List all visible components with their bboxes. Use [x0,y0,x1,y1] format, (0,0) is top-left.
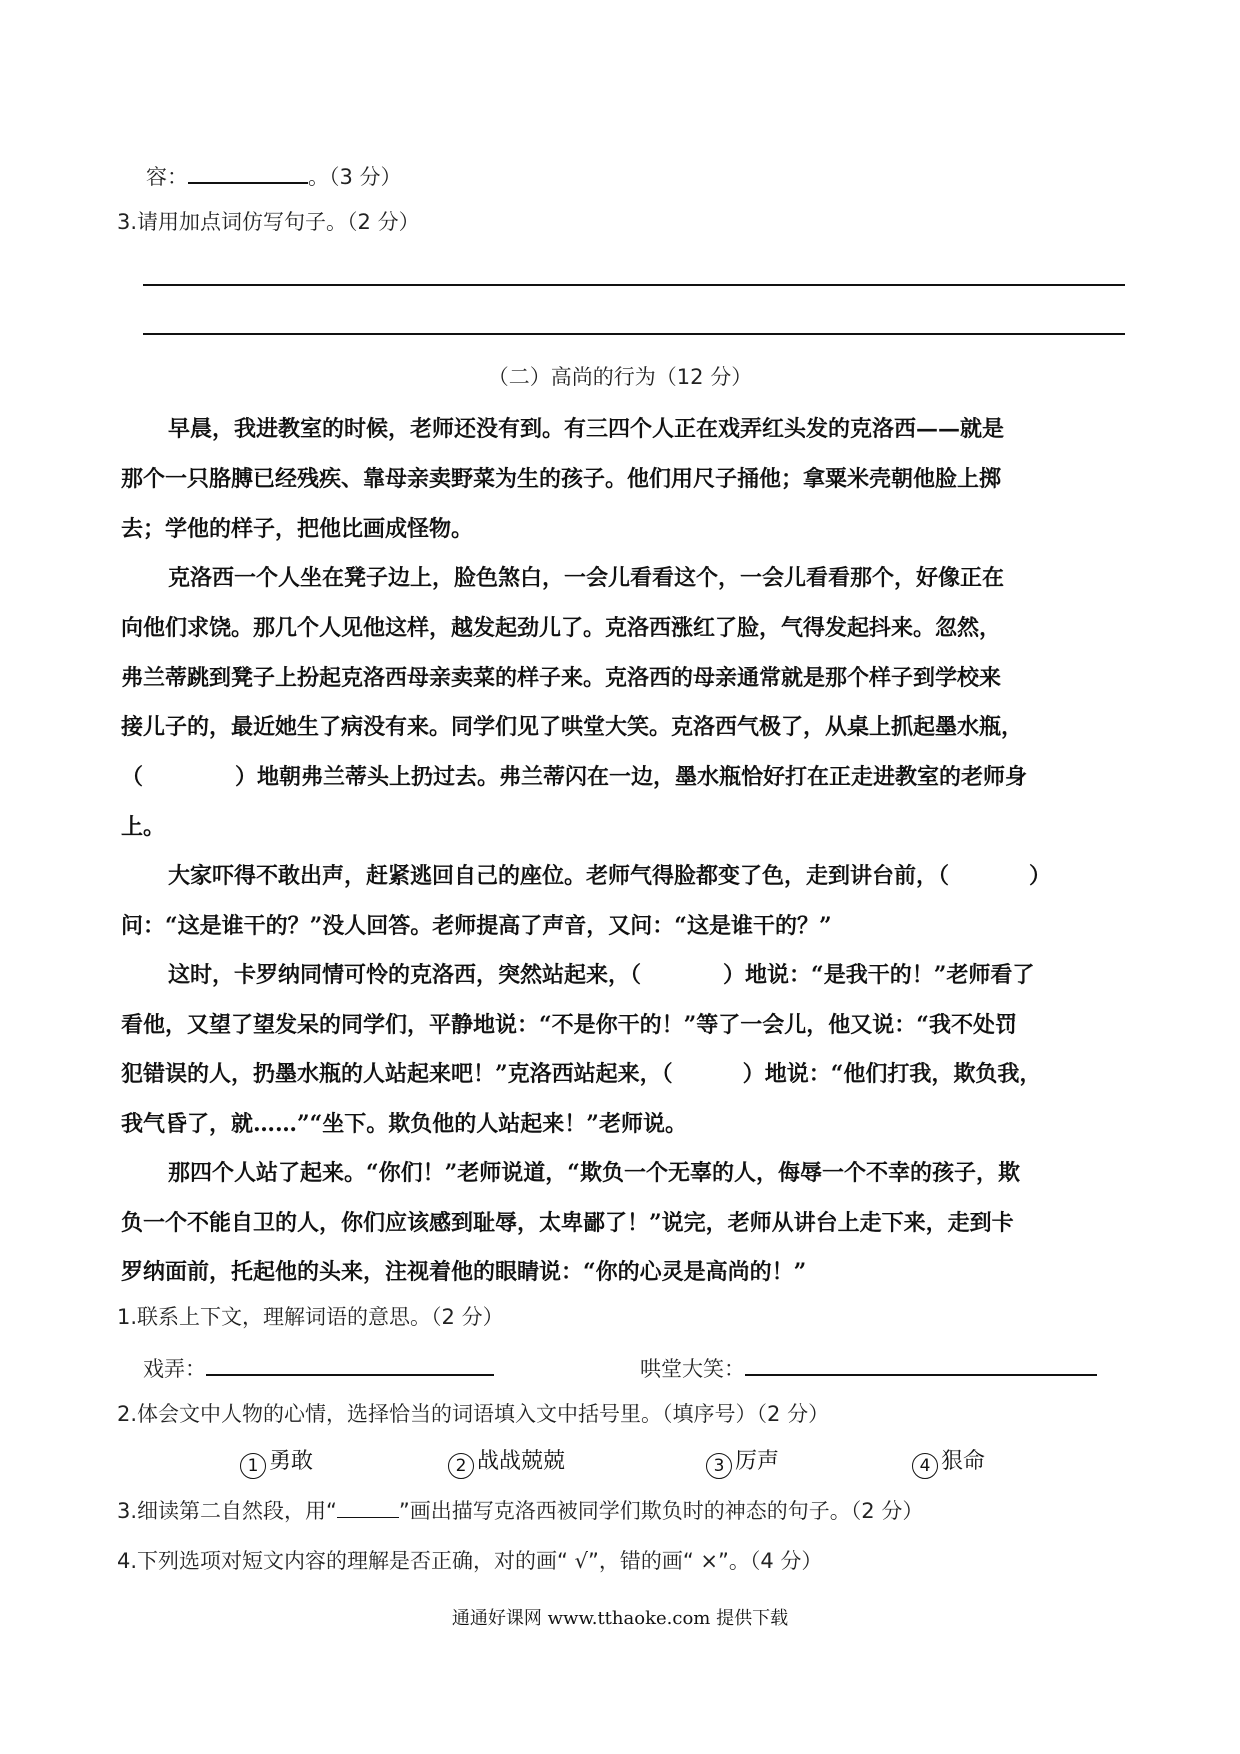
para2-line4: 接儿子的，最近她生了病没有来。同学们见了哄堂大笑。克洛西气极了，从桌上抓起墨水瓶， [121,714,1024,740]
para4-line4: 我气昏了，就……”“坐下。欺负他的人站起来！”老师说。 [121,1111,687,1137]
paren-close: ） [742,1061,765,1087]
question-3-imitate: 3.请用加点词仿写句子。（2 分） [117,210,420,234]
cont-label: 容： [146,165,188,189]
para2-line3: 弗兰蒂跳到凳子上扮起克洛西母亲卖菜的样子来。克洛西的母亲通常就是那个样子到学校来 [121,665,1002,691]
paren-close: ） [723,962,746,988]
para1-line3: 去；学他的样子，把他比画成怪物。 [121,516,474,542]
para2-line2: 向他们求饶。那几个人见他这样，越发起劲儿了。克洛西涨红了脸，气得发起抖来。忽然， [121,615,1002,641]
question-4: 4.下列选项对短文内容的理解是否正确，对的画“ √”，错的画“ ×”。（4 分） [117,1549,823,1573]
answer-blank[interactable] [188,160,308,184]
para5-line1: 那四个人站了起来。“你们！”老师说道，“欺负一个无辜的人，侮辱一个不幸的孩子，欺 [168,1160,1020,1186]
paren-open: （ [121,764,144,790]
footer-credit: 通通好课网 www.tthaoke.com 提供下载 [451,1608,789,1629]
paren-open: （ [630,962,642,988]
para5-line2: 负一个不能自卫的人，你们应该感到耻辱，太卑鄙了！”说完，老师从讲台上走下来，走到卡 [121,1210,1014,1236]
para4-line3: 犯错误的人，扔墨水瓶的人站起来吧！”克洛西站起来，（ ）地说：“他们打我，欺负我， [121,1061,1042,1087]
section-title: （二）高尚的行为（12 分） [487,365,753,389]
para2-line6: 上。 [121,814,166,840]
answer-line-1[interactable] [143,284,1125,286]
para5-line3: 罗纳面前，托起他的头来，注视着他的眼睛说：“你的心灵是高尚的！” [121,1259,807,1285]
para3-line2: 问：“这是谁干的？”没人回答。老师提高了声音，又问：“这是谁干的？” [121,913,832,939]
q1-answer-blank-1[interactable] [206,1352,494,1376]
answer-line-2[interactable] [143,333,1125,335]
para4-line2: 看他，又望了望发呆的同学们，平静地说：“不是你干的！”等了一会儿，他又说：“我不处罚 [121,1012,1017,1038]
cont-tail: 。（3 分） [308,165,402,189]
option-2[interactable]: 2 战战兢兢 [448,1447,565,1479]
paren-open: （ [938,863,950,889]
option-number: 4 [912,1453,938,1479]
option-number: 3 [706,1453,732,1479]
para1-line2: 那个一只胳膊已经残疾、靠母亲卖野菜为生的孩子。他们用尺子捅他；拿粟米壳朝他脸上掷 [121,466,1002,492]
q1-word-1: 戏弄： [143,1352,494,1384]
option-number: 1 [240,1453,266,1479]
paren-close: ） [235,764,258,790]
para3-line1: 大家吓得不敢出声，赶紧逃回自己的座位。老师气得脸都变了色，走到讲台前，（ ） [168,863,1052,889]
para2-line5: （ ）地朝弗兰蒂头上扔过去。弗兰蒂闪在一边，墨水瓶恰好打在正走进教室的老师身 [121,764,1028,790]
question-2: 2.体会文中人物的心情，选择恰当的词语填入文中括号里。（填序号）（2 分） [117,1402,830,1426]
option-3[interactable]: 3 厉声 [706,1447,779,1479]
paren-open: （ [661,1061,673,1087]
underline-sample [337,1497,399,1518]
paren-close: ） [1029,863,1052,889]
option-number: 2 [448,1453,474,1479]
option-4[interactable]: 4 狠命 [912,1447,985,1479]
question-1: 1.联系上下文，理解词语的意思。（2 分） [117,1305,504,1329]
question-3: 3.细读第二自然段，用“ ”画出描写克洛西被同学们欺负时的神态的句子。（2 分） [117,1499,924,1523]
para2-line1: 克洛西一个人坐在凳子边上，脸色煞白，一会儿看看这个，一会儿看看那个，好像正在 [168,565,1005,591]
para1-line1: 早晨，我进教室的时候，老师还没有到。有三四个人正在戏弄红头发的克洛西——就是 [168,416,1005,442]
q1-word-2: 哄堂大笑： [640,1352,1097,1384]
para4-line1: 这时，卡罗纳同情可怜的克洛西，突然站起来，（ ）地说：“是我干的！”老师看了 [168,962,1035,988]
q1-answer-blank-2[interactable] [745,1352,1097,1376]
question-continuation [146,160,402,192]
option-1[interactable]: 1 勇敢 [240,1447,313,1479]
